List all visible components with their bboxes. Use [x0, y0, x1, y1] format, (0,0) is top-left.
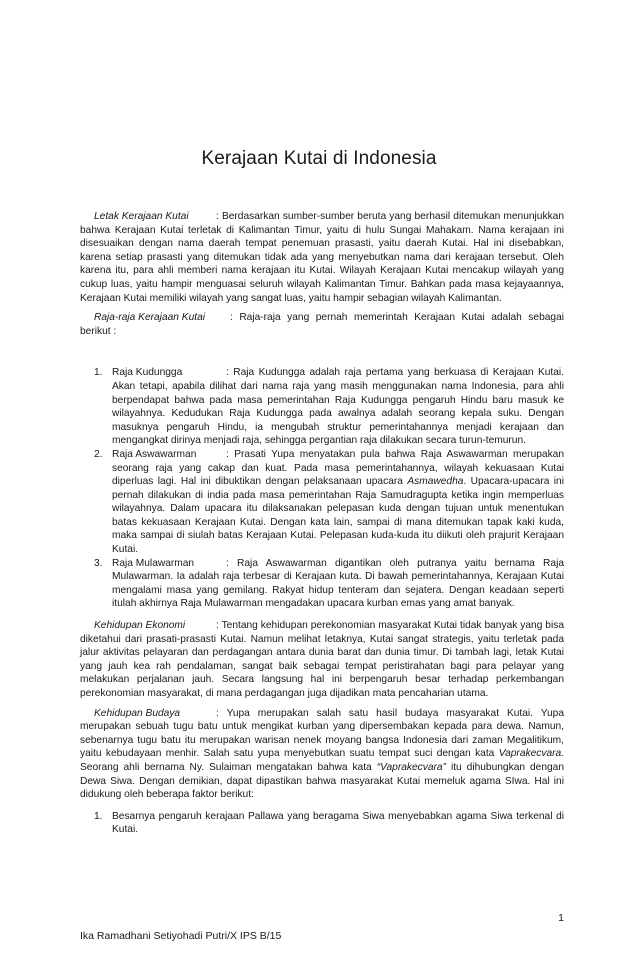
paragraph-text-ekonomi: : Tentang kehidupan perekonomian masyarakat Kutai tidak banyak yang bisa diketahui dari prasati-prasasti Kutai. Namun melihat letaknya, Kutai sangat strategis, yaitu terletak pada jalur aktivitas pelayaran dan perdagangan antara dunia barat dan dunia timur. Di tambah lagi, letak Kutai yang jauh kea rah pendalaman, sangat baik sebagai tempat peristirahatan bagi para pelayar yang melakukan perjalanan jauh. Secara langsung hal ini berpengaruh besar terhadap perkembangan perekonomian masyarakat, di mana perdagangan juga dijadikan mata pencaharian utama. [80, 620, 564, 699]
king-description-italic: Asmawedha [407, 476, 464, 488]
section-heading-letak: Letak Kerajaan Kutai [94, 211, 189, 222]
king-name: Raja Mulawarman [112, 557, 195, 569]
king-description-part: . Upacara-upacara ini pernah dilakukan di india pada masa pemerintahan Raja Samudragupta ketika ingin memperluas wilayahnya. Dalam upacara itu dilaksanakan pelepasan kuda dengan tujuan untuk menentukan batas kekuasaan Kerajaan Kutai. Dengan kata lain, sampai di mana ditemukan tapak kaki kuda, maka sampai di siulah batas Kerajaan Kutai. Pelepasan kuda-kuda itu diikuti oleh prajurit Kerajaan Kutai. [112, 476, 564, 556]
page-footer: Ika Ramadhani Setiyohadi Putri/X IPS B/15 [80, 930, 282, 942]
king-description-part: : Prasati Yupa menyatakan pula bahwa Raja Aswawarman merupakan seorang raja yang cakap dan kuat. Pada masa pemerintahannya, wilayah kekuasaan Kutai diperluas lagi. Hal ini dibuktikan dengan pelaksanaan upacara [112, 448, 564, 488]
paragraph-text-budaya: itu dihubungkan dengan Dewa Siwa. Dengan demikian, dapat dipastikan bahwa masyarakat Kutai memeluk agama SIwa. Hal ini didukung oleh beberapa faktor berikut: [80, 761, 564, 801]
kings-list [80, 366, 564, 611]
paragraph-budaya [80, 707, 564, 802]
section-heading-ekonomi: Kehidupan Ekonomi [94, 620, 186, 632]
list-number: 3. [94, 557, 103, 569]
italic-term: “Vaprakecvara” [376, 761, 446, 773]
italic-term: Vaprakecvara. [498, 748, 564, 760]
spacer [80, 344, 564, 366]
paragraph-text-raja: : Raja-raja yang pernah memerintah Kerajaan Kutai adalah sebagai berikut : [80, 312, 564, 337]
king-name: Raja Aswawarman [112, 448, 197, 460]
list-item-faktor-1 [80, 810, 564, 837]
paragraph-text-budaya: Seorang ahli bernama Ny. Sulaiman mengatakan bahwa kata [80, 761, 377, 773]
list-number: 2. [94, 448, 103, 460]
section-heading-budaya: Kehidupan Budaya [94, 707, 181, 719]
list-number: 1. [94, 810, 103, 822]
king-name: Raja Kudungga [112, 367, 183, 379]
list-item-king-3 [80, 557, 564, 611]
document-body [80, 210, 564, 845]
list-number: 1. [94, 367, 103, 379]
paragraph-text-budaya: : Yupa merupakan salah satu hasil budaya masyarakat Kutai. Yupa merupakan sebuah tugu batu untuk mengikat kurban yang dipersembakan kepada para dewa. Namun, sebenarnya tugu batu itu merupakan warisan nenek moyang bangsa Indonesia dari zaman Megalitikum, yaitu kebudayaan menhir. Salah satu yupa menyebutkan suatu tempat suci dengan kata [80, 707, 564, 760]
paragraph-text-letak: : Berdasarkan sumber-sumber beruta yang berhasil ditemukan menunjukkan bahwa Kerajaan Kutai terletak di Kalimantan Timur, yaitu di hulu Sungai Mahakam. Nama kerajaan ini disesuaikan dengan nama daerah tempat penemuan prasasti, yaitu daerah Kutai. Hal ini disebabkan, karena setiap prasasti yang ditemukan tidak ada yang menyebutkan nama dari kerajaan tersebut. Oleh karena itu, para ahli memberi nama kerajaan itu Kutai. Wilayah Kerajaan Kutai mencakup wilayah yang cukup luas, yaitu hampir menguasai seluruh wilayah Kalimantan Timur. Bahkan pada masa kejayaannya, Kerajaan Kutai memiliki wilayah yang sangat luas, yaitu hampir sebagian wilayah Kalimantan. [80, 211, 564, 304]
section-heading-raja: Raja-raja Kerajaan Kutai [94, 312, 205, 324]
paragraph-letak [80, 210, 564, 305]
list-item-king-2 [80, 448, 564, 557]
page-title: Kerajaan Kutai di Indonesia [201, 148, 437, 169]
king-description: : Raja Aswawarman digantikan oleh putranya yaitu bernama Raja Mulawarman. Ia adalah raja terbesar di Kerajaan kuta. Di bawah pemerintahannya, Kerajaan Kutai mengalami masa yang gemilang. Rakyat hidup tenteram dan sejatera. Dengan keadaan seperti itulah akhirnya Raja Mulawarman mengadakan upacara kurban emas yang amat banyak. [112, 557, 564, 610]
faktor-list [80, 810, 564, 837]
king-description: : Raja Kudungga adalah raja pertama yang berkuasa di Kerajaan Kutai. Akan tetapi, apabila dilihat dari nama raja yang masih menggunakan nama Indonesia, para ahli berpendapat bahwa pada masa pemerintahan Raja Kudungga pengaruh Hindu baru masuk ke wilayahnya. Kedudukan Raja Kudungga pada awalnya adalah seorang kepala suku. Dengan masuknya pengaruh Hindu, ia mengubah struktur pemerintahannya menjadi kerajaan dan mengangkat dirinya menjadi raja, sehingga pergantian raja dilakukan secara turun-temurun. [112, 367, 564, 447]
faktor-text: Besarnya pengaruh kerajaan Pallawa yang beragama Siwa menyebabkan agama Siwa terkenal di Kutai. [112, 810, 564, 836]
paragraph-raja [80, 311, 564, 338]
paragraph-ekonomi [80, 619, 564, 701]
list-item-king-1 [80, 366, 564, 448]
page-number: 1 [558, 912, 564, 924]
